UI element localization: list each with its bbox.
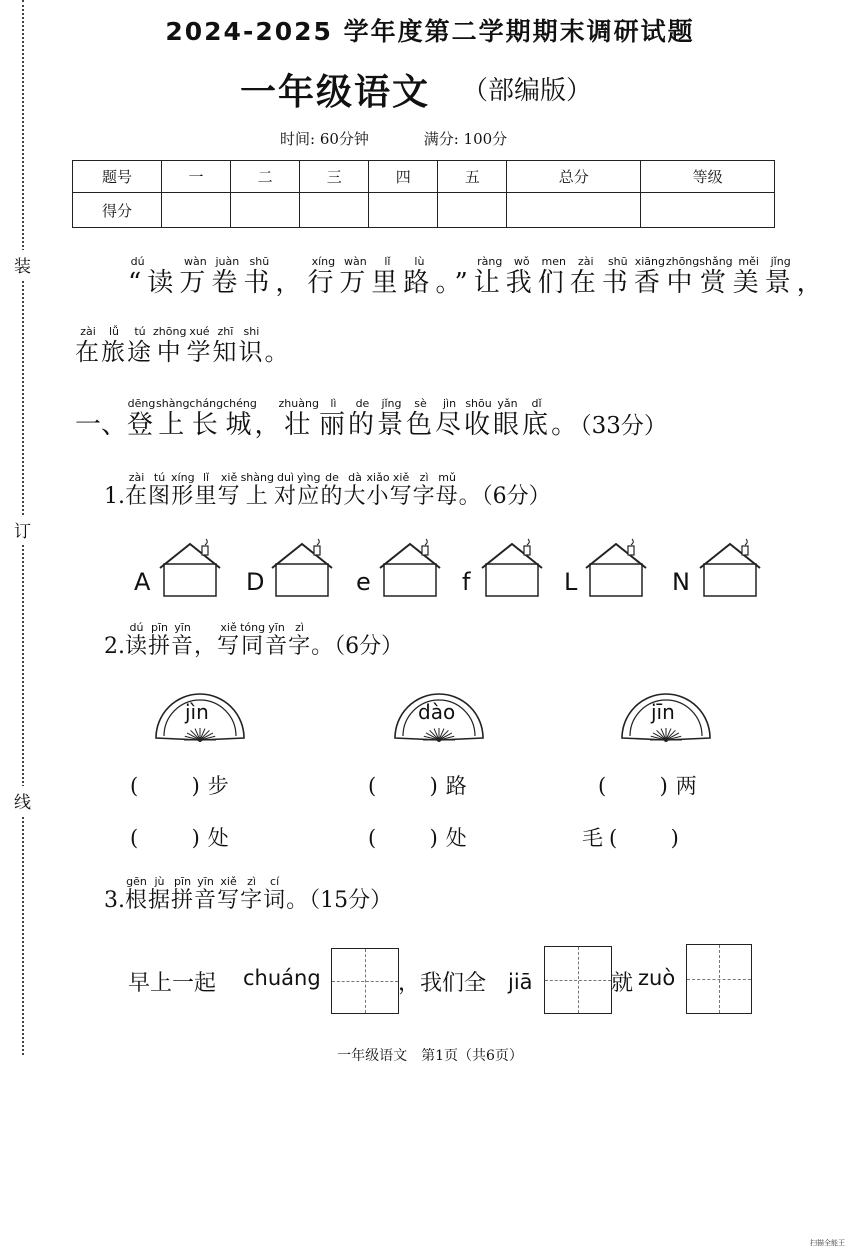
section-1-prefix: 一、 — [75, 410, 128, 440]
pinyin-char: 尽jìn — [435, 397, 465, 440]
pinyin-char: 写xiě — [389, 471, 413, 509]
exam-full-score: 满分: 100分 — [423, 130, 508, 148]
score-table-cell: 得分 — [73, 193, 162, 228]
pinyin-char: 写xiě — [217, 471, 241, 509]
pinyin-char: 美měi — [732, 255, 765, 298]
answer-blank[interactable]: ( ) — [130, 774, 200, 798]
section-1-score: （33分） — [580, 413, 667, 439]
section-1-heading — [75, 398, 667, 441]
pinyin-char: 在zài — [569, 255, 602, 298]
score-input-cell[interactable] — [231, 193, 300, 228]
question-2-title — [125, 621, 335, 659]
q3-pinyin: chuáng — [243, 966, 321, 990]
score-input-cell[interactable] — [641, 193, 775, 228]
pinyin-char: 万wàn — [179, 255, 212, 298]
punctuation: 。 — [551, 410, 581, 440]
pinyin-char: 知zhī — [212, 325, 239, 366]
fan-pinyin: dào — [418, 700, 456, 724]
pinyin-char: 音yīn — [265, 621, 289, 659]
score-table-score-row — [73, 193, 775, 228]
q3-sentence-part: 就 — [611, 971, 634, 996]
q3-pinyin: zuò — [638, 966, 676, 990]
pinyin-char: 万wàn — [339, 255, 372, 298]
score-table-cell: 题号 — [73, 161, 162, 193]
q3-sentence-part: ，我们全 — [398, 971, 487, 996]
blank-suffix: 步 — [207, 774, 229, 798]
pinyin-char: 在zài — [125, 471, 149, 509]
blank-suffix: 两 — [675, 774, 697, 798]
pinyin-char: 字zì — [240, 875, 264, 913]
pinyin-char: 登dēng — [127, 397, 157, 440]
score-table-header-row — [73, 161, 775, 193]
blank-suffix: 路 — [445, 774, 467, 798]
pinyin-char: 词cí — [263, 875, 287, 913]
writing-grid-box[interactable] — [544, 946, 612, 1014]
score-table — [72, 160, 775, 228]
answer-blank[interactable]: ( ) — [598, 774, 668, 798]
pinyin-char: 的de — [320, 471, 344, 509]
exam-title: 2024-2025 学年度第二学期期末调研试题 — [165, 17, 695, 46]
pinyin-char: 我wǒ — [505, 255, 538, 298]
pinyin-char: 上shàng — [240, 471, 274, 509]
pinyin-char: 字zì — [288, 621, 312, 659]
house-icon[interactable] — [272, 539, 332, 596]
pinyin-char: 母mǔ — [435, 471, 459, 509]
fan-card — [621, 690, 711, 746]
pinyin-char: 城chéng — [223, 397, 257, 440]
letter-label: A — [134, 568, 151, 596]
pinyin-char: 卷juàn — [211, 255, 244, 298]
pinyin-char: 收shōu — [464, 397, 494, 440]
house-icon[interactable] — [700, 539, 760, 596]
pinyin-char: 里lǐ — [371, 255, 404, 298]
score-table-cell: 五 — [438, 161, 507, 193]
score-input-cell[interactable] — [438, 193, 507, 228]
question-1-score: （6分） — [481, 484, 551, 509]
pinyin-char: 识shi — [238, 325, 265, 366]
fan-card — [155, 690, 245, 746]
pinyin-char: 长cháng — [189, 397, 224, 440]
letter-label: e — [356, 568, 371, 596]
score-table-cell: 四 — [369, 161, 438, 193]
question-1-number: 1. — [104, 484, 125, 509]
pinyin-char: 据jù — [148, 875, 172, 913]
score-input-cell[interactable] — [300, 193, 369, 228]
punctuation: ， — [194, 634, 218, 659]
pinyin-char: 拼pīn — [171, 875, 195, 913]
pinyin-char: 对duì — [273, 471, 297, 509]
punctuation: ， — [796, 268, 829, 298]
pinyin-char: 写xiě — [217, 875, 241, 913]
pinyin-char: 们men — [537, 255, 570, 298]
score-table-cell: 总分 — [507, 161, 641, 193]
answer-blank[interactable]: ( ) — [130, 826, 200, 850]
pinyin-char: 的de — [347, 397, 377, 440]
question-2-heading — [104, 622, 403, 660]
punctuation: 。” — [435, 268, 474, 298]
pinyin-char: 景jǐng — [376, 397, 406, 440]
pinyin-char: 里lǐ — [194, 471, 218, 509]
score-table-cell: 一 — [162, 161, 231, 193]
pinyin-char: 香xiāng — [633, 255, 666, 298]
q3-pinyin: jiā — [508, 970, 533, 994]
pinyin-char: 眼yǎn — [493, 397, 523, 440]
pinyin-char: 读dú — [125, 621, 149, 659]
pinyin-char: 音yīn — [194, 875, 218, 913]
page-footer: 一年级语文 第1页（共6页） — [337, 1048, 523, 1064]
blank-suffix: 处 — [207, 826, 229, 850]
answer-blank[interactable]: ( ) — [609, 826, 679, 850]
letter-label: L — [564, 568, 578, 596]
question-3-score: （15分） — [309, 888, 393, 913]
pinyin-char: 大dà — [343, 471, 367, 509]
pinyin-char: 中zhōng — [665, 255, 700, 298]
pinyin-char: 图tú — [148, 471, 172, 509]
punctuation: 。 — [264, 338, 291, 366]
letter-label: f — [462, 568, 471, 596]
pinyin-char: 形xíng — [171, 471, 195, 509]
punctuation: 。 — [311, 634, 335, 659]
blank-item[interactable] — [368, 770, 467, 800]
punctuation: 。 — [458, 484, 482, 509]
intro-line-1 — [128, 256, 829, 299]
pinyin-char: 写xiě — [217, 621, 241, 659]
score-input-cell[interactable] — [507, 193, 641, 228]
question-2-number: 2. — [104, 634, 125, 659]
pinyin-char: 行xíng — [307, 255, 340, 298]
score-table-cell: 三 — [300, 161, 369, 193]
exam-time-info — [280, 128, 557, 149]
punctuation: 读 — [147, 268, 180, 298]
blank-item[interactable] — [368, 822, 467, 852]
intro-line-2 — [75, 326, 290, 367]
fan-card — [394, 690, 484, 746]
letter-label: D — [246, 568, 265, 596]
letter-label: N — [672, 568, 690, 596]
pinyin-char: 音yīn — [171, 621, 195, 659]
answer-blank[interactable]: ( ) — [368, 826, 438, 850]
exam-edition: （部编版） — [462, 76, 593, 106]
pinyin-char: 赏shǎng — [699, 255, 733, 298]
pinyin-char: 书shū — [601, 255, 634, 298]
pinyin-char: 路lù — [403, 255, 436, 298]
question-1-title — [125, 471, 482, 509]
exam-subtitle: 一年级语文 — [240, 71, 431, 113]
blank-item[interactable] — [598, 770, 697, 800]
pinyin-char: 中zhōng — [153, 325, 187, 366]
pinyin-char: 让ràng — [473, 255, 506, 298]
writing-grid-box[interactable] — [686, 944, 752, 1014]
pinyin-char: 景jǐng — [764, 255, 797, 298]
exam-time: 时间: 60分钟 — [280, 130, 369, 148]
pinyin-char: 小xiǎo — [366, 471, 390, 509]
margin-char-ding: 订 — [14, 515, 31, 544]
question-1-heading — [104, 472, 551, 510]
question-3-number: 3. — [104, 888, 125, 913]
answer-blank[interactable]: ( ) — [368, 774, 438, 798]
house-icon[interactable] — [160, 539, 220, 596]
writing-grid-box[interactable] — [331, 948, 399, 1014]
scanner-watermark: 扫描全能王 — [810, 1239, 845, 1247]
pinyin-char: 拼pīn — [148, 621, 172, 659]
pinyin-char: 上shàng — [156, 397, 190, 440]
blank-prefix: 毛 — [582, 826, 603, 850]
punctuation: ， — [254, 410, 284, 440]
pinyin-char: 同tóng — [240, 621, 266, 659]
pinyin-char: 根gēn — [125, 875, 149, 913]
blank-suffix: 处 — [445, 826, 467, 850]
question-3-heading — [104, 876, 392, 914]
fan-pinyin: jìn — [185, 700, 209, 724]
question-3-title — [125, 875, 310, 913]
score-table-cell: 等级 — [641, 161, 775, 193]
question-2-score: （6分） — [334, 634, 404, 659]
margin-char-zhuang: 装 — [14, 250, 31, 279]
blank-item[interactable] — [130, 822, 229, 852]
pinyin-char: 底dǐ — [522, 397, 552, 440]
house-icon[interactable] — [586, 539, 646, 596]
pinyin-char: 字zì — [412, 471, 436, 509]
punctuation: 。 — [286, 888, 310, 913]
pinyin-char: 途tú — [127, 325, 153, 366]
margin-char-xian: 线 — [14, 786, 31, 815]
pinyin-char: 书shū — [243, 255, 276, 298]
house-icon[interactable] — [380, 539, 440, 596]
pinyin-char: 壮zhuàng — [278, 397, 319, 440]
pinyin-char: 学xué — [186, 325, 213, 366]
pinyin-char: 应yìng — [296, 471, 321, 509]
q3-sentence-part: 早上一起 — [128, 971, 217, 996]
pinyin-char: “dú — [128, 255, 148, 298]
punctuation: ， — [275, 268, 308, 298]
score-input-cell[interactable] — [162, 193, 231, 228]
pinyin-char: 在zài — [75, 325, 101, 366]
house-icon[interactable] — [482, 539, 542, 596]
pinyin-char: 色sè — [405, 397, 435, 440]
fan-pinyin: jīn — [651, 700, 675, 724]
blank-item[interactable] — [582, 822, 679, 852]
score-table-cell: 二 — [231, 161, 300, 193]
pinyin-char: 旅lǚ — [101, 325, 127, 366]
letter-house-row — [132, 538, 772, 608]
pinyin-char: 丽lì — [318, 397, 348, 440]
section-1-title — [127, 397, 581, 440]
blank-item[interactable] — [130, 770, 229, 800]
score-input-cell[interactable] — [369, 193, 438, 228]
